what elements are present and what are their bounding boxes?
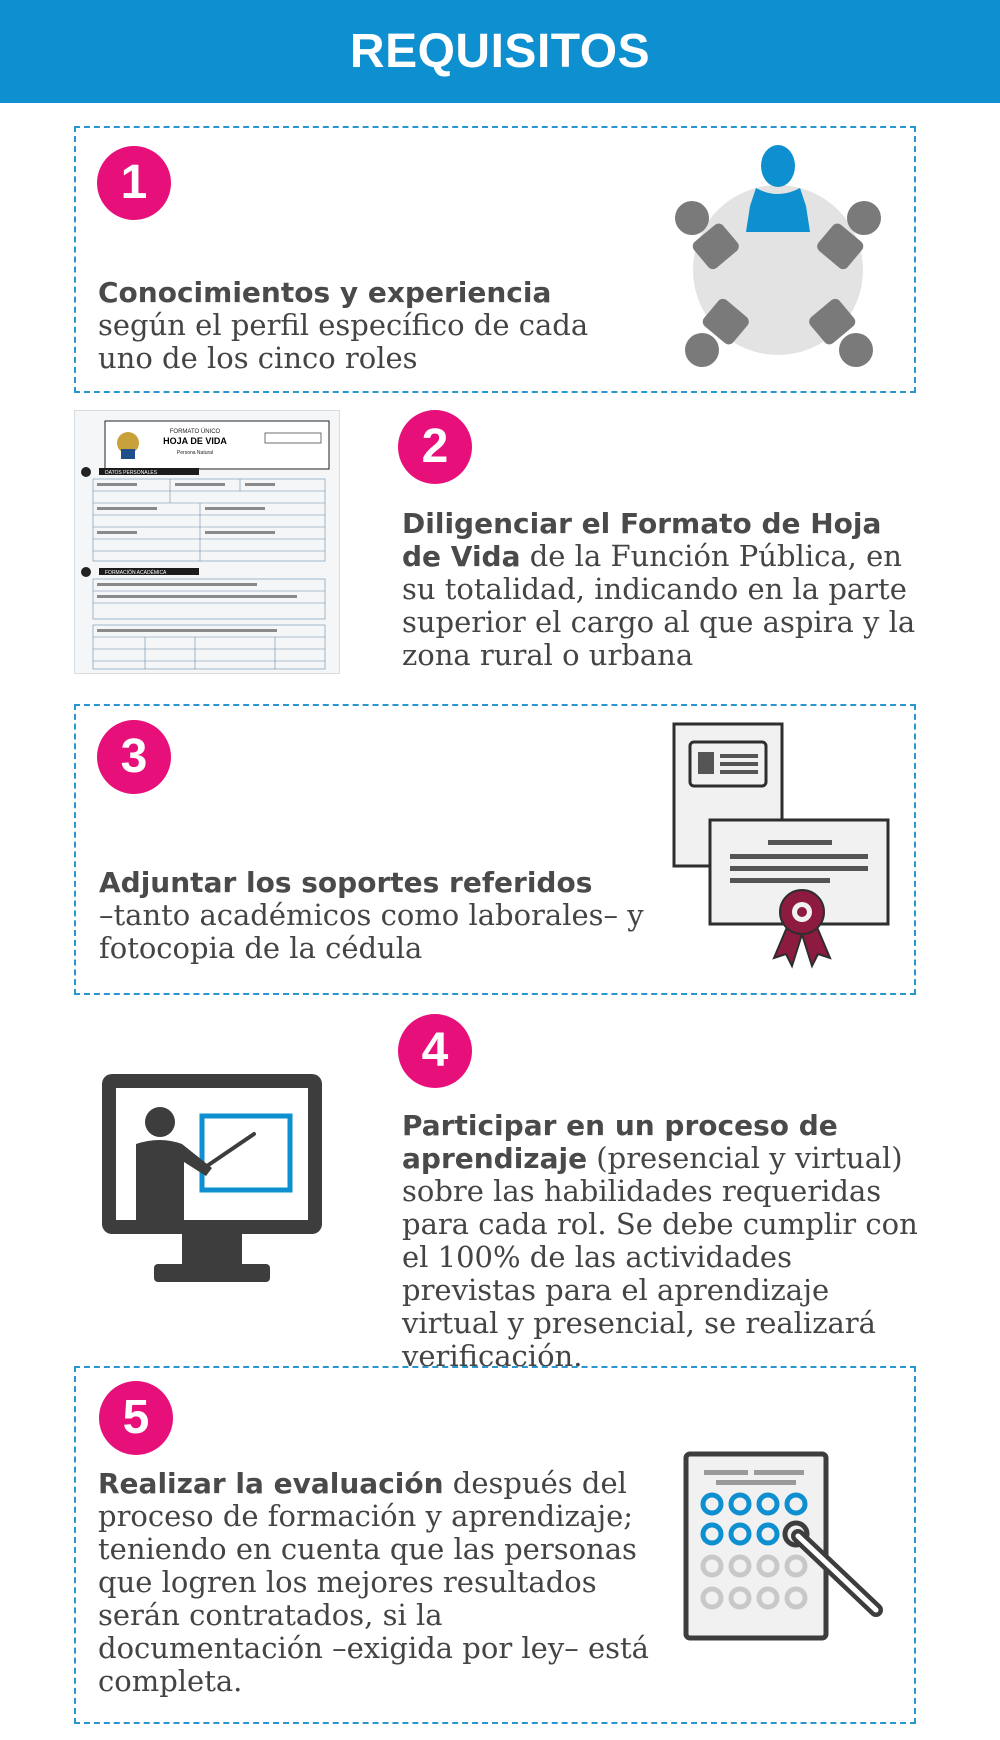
form-section2: FORMACIÓN ACADÉMICA [105, 570, 167, 576]
certificate-documents-icon [668, 720, 898, 980]
team-roles-icon [670, 140, 900, 375]
step-4-body: (presencial y virtual) sobre las habilidades requeridas para cada rol. Se debe cumplir con el 100% de las actividades previstas para el aprendizaje virtual y presencial, se realizará verificación. [402, 1141, 918, 1373]
step-2-title: Diligenciar el Formato de Hoja de Vida [402, 507, 882, 573]
step-1-text [98, 276, 618, 375]
form-section1: DATOS PERSONALES [105, 470, 158, 476]
step-3-body: –tanto académicos como laborales– y fotocopia de la cédula [99, 898, 644, 965]
step-5-number: 5 [99, 1381, 173, 1455]
step-4-text [402, 1109, 922, 1373]
step-5-title: Realizar la evaluación [98, 1467, 444, 1500]
step-3-title: Adjuntar los soportes referidos [99, 866, 593, 899]
form-header-line2: HOJA DE VIDA [163, 436, 227, 446]
resume-form-thumbnail [74, 410, 340, 674]
step-1-number: 1 [97, 146, 171, 220]
step-3-text [99, 866, 659, 965]
step-4-title: Participar en un proceso de aprendizaje [402, 1109, 838, 1175]
step-3-number: 3 [97, 720, 171, 794]
step-2-number: 2 [398, 410, 472, 484]
step-4-number: 4 [398, 1014, 472, 1088]
page-title: REQUISITOS [349, 25, 651, 78]
step-5-text [98, 1467, 658, 1698]
form-header-line1: FORMATO ÚNICO [169, 429, 221, 435]
online-teacher-monitor-icon [98, 1070, 328, 1292]
step-2-body: de la Función Pública, en su totalidad, indicando en la parte superior el cargo al que aspira y la zona rural o urbana [402, 539, 916, 672]
exam-answer-sheet-icon [680, 1450, 900, 1650]
header-banner [0, 0, 1000, 103]
form-header-line3: Persona Natural [176, 450, 214, 456]
step-2-text [402, 507, 922, 672]
step-1-title: Conocimientos y experiencia [98, 276, 552, 309]
step-5-body: después del proceso de formación y aprendizaje; teniendo en cuenta que las personas que logren los mejores resultados serán contratados, si la documentación –exigida por ley– está completa. [98, 1466, 649, 1698]
step-1-body: según el perfil específico de cada uno de los cinco roles [98, 308, 589, 375]
